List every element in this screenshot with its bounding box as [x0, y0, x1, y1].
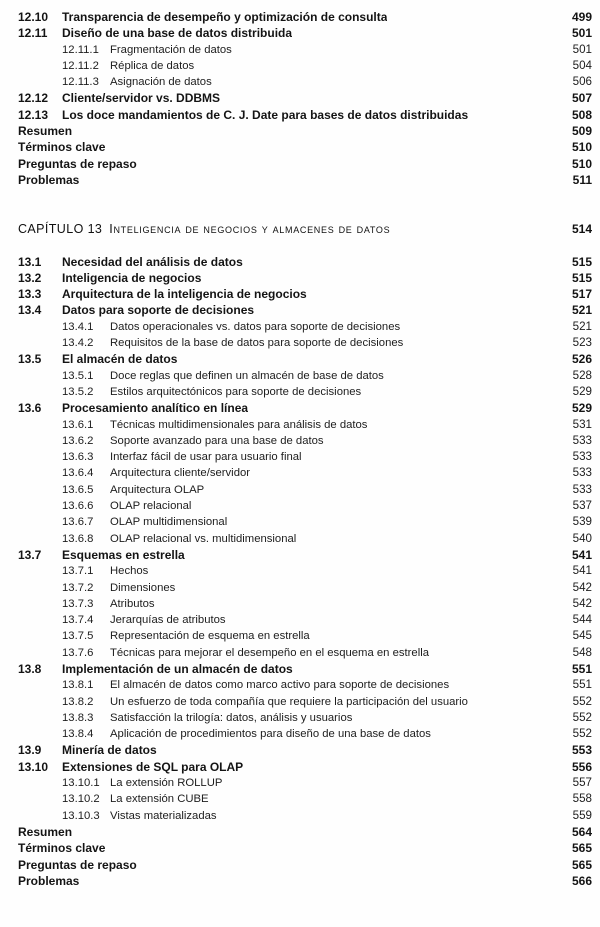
entry-page-number: 515 — [571, 270, 592, 285]
entry-number: 13.10 — [18, 759, 49, 774]
entry-title: Problemas — [18, 172, 80, 187]
entry-page-number: 499 — [571, 10, 592, 24]
chapter-title: Inteligencia de negocios y almacenes de datos — [109, 222, 391, 237]
entry-page-number: 566 — [571, 873, 592, 888]
entry-number: 13.7.6 — [62, 646, 94, 659]
entry-number: 13.7.1 — [62, 565, 94, 578]
entry-number: 13.6.8 — [62, 532, 94, 545]
toc-entry — [18, 710, 592, 726]
entry-page-number: 529 — [571, 401, 592, 416]
entry-title: Arquitectura cliente/servidor — [110, 467, 251, 480]
entry-page-number: 540 — [572, 531, 592, 545]
entry-title: Minería de datos — [62, 743, 157, 758]
entry-title: Aplicación de procedimientos para diseño de una base de datos — [110, 728, 431, 741]
toc-entry — [18, 759, 592, 775]
entry-title: Preguntas de repaso — [18, 156, 137, 171]
toc-entry — [18, 58, 592, 74]
chapter-label: CAPÍTULO 13 — [18, 222, 103, 237]
toc-entry — [18, 775, 592, 791]
entry-title: Técnicas para mejorar el desempeño en el esquema en estrella — [110, 646, 429, 659]
entry-title: Cliente/servidor vs. DDBMS — [62, 91, 221, 106]
toc-entry — [18, 107, 592, 123]
toc-entry — [18, 824, 592, 840]
toc-entry — [18, 417, 592, 433]
entry-number: 13.4 — [18, 303, 42, 318]
toc-entry — [18, 677, 592, 693]
entry-title: Atributos — [110, 597, 155, 610]
toc-entry — [18, 840, 592, 856]
toc-entry — [18, 172, 592, 188]
toc-entry — [18, 857, 592, 873]
entry-number: 13.7.5 — [62, 630, 94, 643]
entry-title: OLAP multidimensional — [110, 516, 228, 529]
entry-number: 13.10.3 — [62, 809, 100, 822]
entry-title: Resumen — [18, 824, 73, 839]
entry-page-number: 521 — [571, 303, 592, 318]
entry-title: Requisitos de la base de datos para soporte de decisiones — [110, 337, 404, 350]
entry-number: 13.5 — [18, 352, 42, 367]
entry-number: 13.4.2 — [62, 337, 94, 350]
toc-entry — [18, 25, 592, 41]
entry-title: Términos clave — [18, 140, 106, 155]
toc-entry — [18, 612, 592, 628]
toc-entry — [18, 123, 592, 139]
entry-title: Términos clave — [18, 841, 106, 856]
entry-title: Arquitectura OLAP — [110, 483, 205, 496]
entry-page-number: 504 — [572, 58, 592, 72]
toc-entry — [18, 156, 592, 172]
entry-number: 13.4.1 — [62, 320, 94, 333]
entry-page-number: 506 — [572, 75, 592, 89]
toc-entry — [18, 694, 592, 710]
toc-entry — [18, 742, 592, 758]
toc-entry — [18, 449, 592, 465]
entry-title: Datos para soporte de decisiones — [62, 303, 255, 318]
entry-page-number: 544 — [572, 613, 592, 627]
entry-title: Necesidad del análisis de datos — [62, 254, 243, 269]
toc-entry — [18, 808, 592, 824]
entry-page-number: 521 — [572, 319, 592, 333]
entry-title: Implementación de un almacén de datos — [62, 661, 293, 676]
entry-number: 13.6.7 — [62, 516, 94, 529]
toc-entry — [18, 254, 592, 270]
toc-entry — [18, 873, 592, 889]
entry-number: 13.2 — [18, 270, 42, 285]
toc-entry — [18, 368, 592, 384]
entry-page-number: 556 — [571, 759, 592, 774]
entry-number: 12.13 — [18, 107, 49, 122]
toc-entry — [18, 42, 592, 58]
entry-page-number: 537 — [572, 499, 592, 513]
entry-number: 13.8.1 — [62, 679, 94, 692]
entry-title: Doce reglas que definen un almacén de base de datos — [110, 369, 384, 382]
entry-page-number: 551 — [572, 678, 592, 692]
entry-page-number: 511 — [572, 172, 592, 187]
toc-entry — [18, 286, 592, 302]
toc-entry — [18, 661, 592, 677]
entry-page-number: 510 — [571, 140, 592, 155]
toc-list — [18, 9, 592, 889]
toc-entry — [18, 580, 592, 596]
entry-title: Hechos — [110, 565, 149, 578]
entry-number: 13.7.4 — [62, 614, 94, 627]
entry-page-number: 528 — [572, 368, 592, 382]
entry-number: 12.11.3 — [62, 76, 99, 89]
toc-entry — [18, 139, 592, 155]
entry-page-number: 523 — [572, 336, 592, 350]
entry-number: 13.7.2 — [62, 581, 94, 594]
entry-title: Réplica de datos — [110, 59, 195, 72]
entry-number: 13.6.3 — [62, 451, 94, 464]
toc-entry — [18, 400, 592, 416]
toc-entry — [18, 74, 592, 90]
entry-title: OLAP relacional vs. multidimensional — [110, 532, 297, 545]
entry-number: 13.6.1 — [62, 418, 94, 431]
toc-entry — [18, 498, 592, 514]
toc-entry — [18, 482, 592, 498]
toc-entry — [18, 645, 592, 661]
entry-number: 13.10.2 — [62, 793, 100, 806]
entry-number: 13.5.2 — [62, 385, 94, 398]
entry-title: Representación de esquema en estrella — [110, 630, 310, 643]
entry-number: 12.11.2 — [62, 59, 99, 72]
entry-title: Preguntas de repaso — [18, 857, 137, 872]
entry-page-number: 515 — [571, 254, 592, 269]
entry-number: 13.6.2 — [62, 434, 94, 447]
toc-entry — [18, 270, 592, 286]
entry-title: Asignación de datos — [110, 76, 212, 89]
entry-title: Jerarquías de atributos — [110, 614, 226, 627]
entry-number: 13.10.1 — [62, 777, 100, 790]
toc-entry — [18, 9, 592, 25]
entry-number: 13.7 — [18, 547, 42, 562]
toc-entry — [18, 791, 592, 807]
toc-entry — [18, 90, 592, 106]
toc-entry — [18, 726, 592, 742]
entry-title: Los doce mandamientos de C. J. Date para bases de datos distribuidas — [62, 107, 469, 122]
entry-page-number: 531 — [572, 417, 592, 431]
entry-page-number: 545 — [572, 629, 592, 643]
toc-entry — [18, 384, 592, 400]
entry-title: Arquitectura de la inteligencia de negocios — [62, 287, 307, 302]
toc-entry — [18, 514, 592, 530]
entry-page-number: 552 — [572, 727, 592, 741]
entry-page-number: 557 — [572, 776, 592, 790]
entry-page-number: 551 — [571, 661, 592, 676]
entry-title: Esquemas en estrella — [62, 547, 185, 562]
entry-title: Transparencia de desempeño y optimización de consulta — [62, 10, 388, 24]
entry-number: 12.10 — [18, 10, 49, 24]
entry-number: 12.12 — [18, 91, 49, 106]
entry-number: 13.1 — [18, 254, 42, 269]
toc-entry — [18, 319, 592, 335]
chapter-page-number: 514 — [571, 222, 592, 237]
entry-page-number: 529 — [572, 384, 592, 398]
toc-entry — [18, 351, 592, 367]
entry-page-number: 541 — [571, 547, 592, 562]
entry-title: La extensión CUBE — [110, 793, 209, 806]
entry-page-number: 541 — [572, 564, 592, 578]
entry-title: Interfaz fácil de usar para usuario final — [110, 451, 302, 464]
entry-page-number: 533 — [572, 433, 592, 447]
entry-title: OLAP relacional — [110, 500, 192, 513]
entry-title: Técnicas multidimensionales para análisis de datos — [110, 418, 368, 431]
entry-page-number: 533 — [572, 450, 592, 464]
entry-page-number: 526 — [571, 352, 592, 367]
entry-page-number: 533 — [572, 466, 592, 480]
entry-page-number: 509 — [571, 124, 592, 139]
toc-entry — [18, 433, 592, 449]
toc-entry — [18, 531, 592, 547]
toc-entry — [18, 465, 592, 481]
entry-number: 13.3 — [18, 287, 42, 302]
entry-page-number: 559 — [572, 808, 592, 822]
entry-title: La extensión ROLLUP — [110, 777, 223, 790]
entry-page-number: 508 — [571, 107, 592, 122]
entry-page-number: 552 — [572, 694, 592, 708]
entry-page-number: 564 — [571, 824, 592, 839]
entry-title: El almacén de datos — [62, 352, 178, 367]
entry-title: Vistas materializadas — [110, 809, 217, 822]
entry-title: El almacén de datos como marco activo para soporte de decisiones — [110, 679, 450, 692]
entry-number: 13.6.6 — [62, 500, 94, 513]
entry-title: Inteligencia de negocios — [62, 270, 202, 285]
entry-number: 12.11.1 — [62, 43, 99, 56]
entry-page-number: 533 — [572, 482, 592, 496]
entry-title: Resumen — [18, 124, 73, 139]
entry-page-number: 539 — [572, 515, 592, 529]
entry-page-number: 501 — [572, 42, 592, 56]
entry-title: Dimensiones — [110, 581, 176, 594]
entry-title: Extensiones de SQL para OLAP — [62, 759, 244, 774]
entry-number: 13.5.1 — [62, 369, 94, 382]
entry-title: Un esfuerzo de toda compañía que requiere la participación del usuario — [110, 695, 468, 708]
toc-entry — [18, 335, 592, 351]
entry-number: 13.6.5 — [62, 483, 94, 496]
entry-number: 13.6.4 — [62, 467, 94, 480]
entry-page-number: 542 — [572, 596, 592, 610]
toc-entry — [18, 563, 592, 579]
entry-number: 13.6 — [18, 401, 42, 416]
chapter-heading — [18, 221, 592, 237]
toc-entry — [18, 596, 592, 612]
entry-title: Diseño de una base de datos distribuida — [62, 26, 293, 41]
entry-title: Datos operacionales vs. datos para soporte de decisiones — [110, 320, 401, 333]
entry-number: 12.11 — [18, 26, 48, 41]
entry-page-number: 548 — [572, 645, 592, 659]
entry-title: Problemas — [18, 873, 80, 888]
entry-number: 13.9 — [18, 743, 42, 758]
toc-entry — [18, 628, 592, 644]
entry-number: 13.7.3 — [62, 597, 94, 610]
entry-number: 13.8.4 — [62, 728, 94, 741]
toc-entry — [18, 302, 592, 318]
entry-page-number: 542 — [572, 580, 592, 594]
entry-page-number: 501 — [571, 26, 592, 41]
entry-page-number: 517 — [571, 287, 592, 302]
entry-number: 13.8.3 — [62, 711, 94, 724]
entry-page-number: 558 — [572, 792, 592, 806]
entry-number: 13.8 — [18, 661, 42, 676]
entry-title: Soporte avanzado para una base de datos — [110, 434, 324, 447]
entry-title: Fragmentación de datos — [110, 43, 232, 56]
entry-title: Estilos arquitectónicos para soporte de decisiones — [110, 385, 362, 398]
toc-entry — [18, 547, 592, 563]
entry-title: Satisfacción la trilogía: datos, análisis y usuarios — [110, 711, 353, 724]
entry-page-number: 552 — [572, 710, 592, 724]
entry-page-number: 565 — [571, 857, 592, 872]
entry-title: Procesamiento analítico en línea — [62, 401, 249, 416]
entry-page-number: 507 — [571, 91, 592, 106]
entry-page-number: 553 — [571, 743, 592, 758]
entry-number: 13.8.2 — [62, 695, 94, 708]
entry-page-number: 510 — [571, 156, 592, 171]
entry-page-number: 565 — [571, 841, 592, 856]
